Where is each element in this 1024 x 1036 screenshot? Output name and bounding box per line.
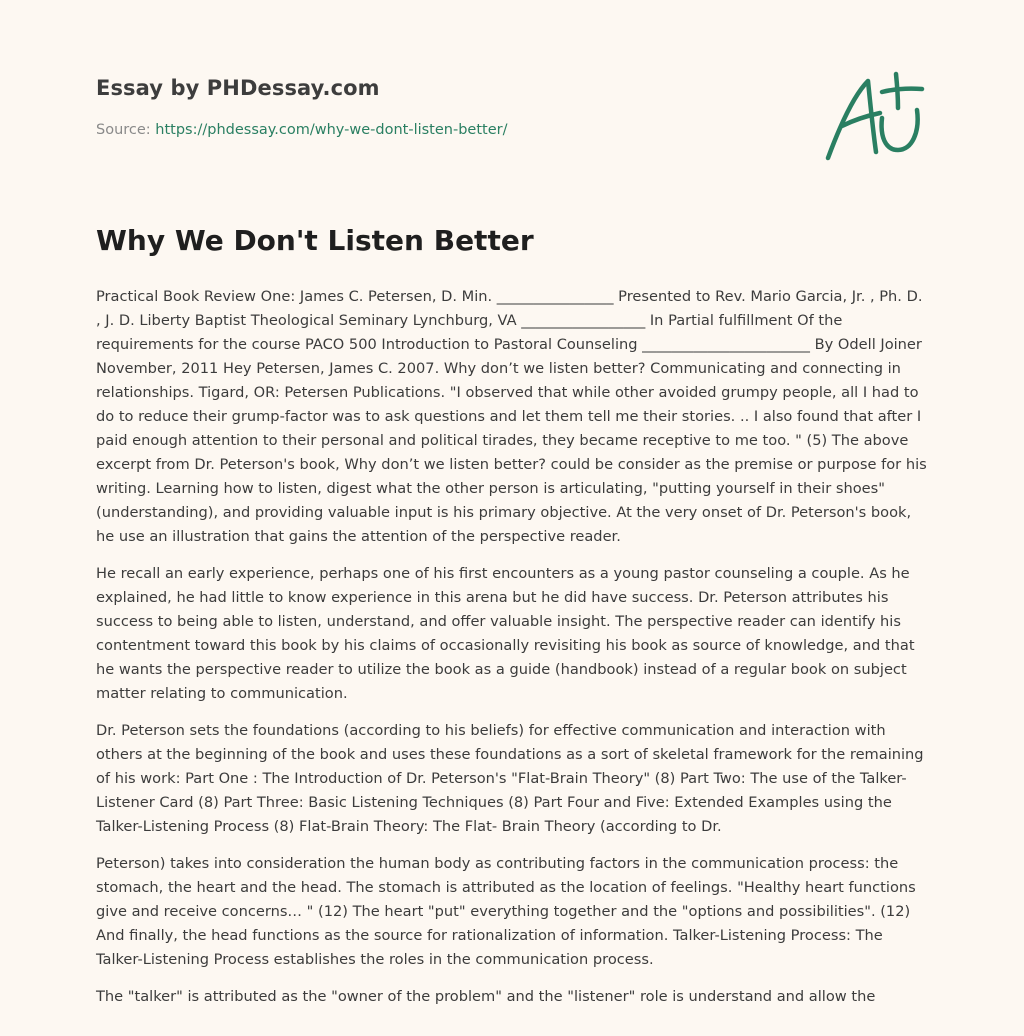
article-paragraph: Practical Book Review One: James C. Petersen, D. Min. ________________ Presented to Rev. Mario Garcia, Jr. , Ph. D. , J. D. Liberty Baptist Theological Seminary Lynchburg, VA _________________ In Partial fulfillment Of the requirements for the course PACO 500 Introduction to Pastoral Counseling _______________________ By Odell Joiner November, 2011 Hey Petersen, James C. 2007. Why don’t we listen better? Communicating and connecting in relationships. Tigard, OR: Petersen Publications. "I observed that while other avoided grumpy people, all I had to do to reduce their grump-factor was to ask questions and let them tell me their stories. .. I also found that after I paid enough attention to their personal and political tirades, they became receptive to me too. " (5) The above excerpt from Dr. Peterson's book, Why don’t we listen better? could be consider as the premise or purpose for his writing. Learning how to listen, digest what the other person is articulating, "putting yourself in their shoes" (understanding), and providing valuable input is his primary objective. At the very onset of Dr. Peterson's book, he use an illustration that gains the attention of the perspective reader. [96,288,927,545]
site-brand: Essay by PHDessay.com [96,76,380,100]
article-paragraph: The "talker" is attributed as the "owner of the problem" and the "listener" role is understand and allow the [96,988,876,1005]
a-plus-grade-icon [818,66,930,166]
source-line [96,122,796,138]
source-link[interactable]: https://phdessay.com/why-we-dont-listen-better/ [155,122,508,138]
site-header [96,76,796,138]
article-title: Why We Don't Listen Better [96,224,534,257]
source-label: Source: [96,122,151,138]
article-paragraph: He recall an early experience, perhaps one of his first encounters as a young pastor counseling a couple. As he explained, he had little to know experience in this arena but he did have success. Dr. Peterson attributes his success to being able to listen, understand, and offer valuable insight. The perspective reader can identify his contentment toward this book by his claims of occasionally revisiting his book as source of knowledge, and that he wants the perspective reader to utilize the book as a guide (handbook) instead of a regular book on subject matter relating to communication. [96,565,915,702]
article-paragraph: Peterson) takes into consideration the human body as contributing factors in the communication process: the stomach, the heart and the head. The stomach is attributed as the location of feelings. "Healthy heart functions give and receive concerns… " (12) The heart "put" everything together and the "options and possibilities". (12) And finally, the head functions as the source for rationalization of information. Talker-Listening Process: The Talker-Listening Process establishes the roles in the communication process. [96,855,916,968]
article-body [96,285,928,1022]
article-paragraph: Dr. Peterson sets the foundations (according to his beliefs) for effective communication and interaction with others at the beginning of the book and uses these foundations as a sort of skeletal framework for the remaining of his work: Part One : The Introduction of Dr. Peterson's "Flat-Brain Theory" (8) Part Two: The use of the Talker-Listener Card (8) Part Three: Basic Listening Techniques (8) Part Four and Five: Extended Examples using the Talker-Listening Process (8) Flat-Brain Theory: The Flat- Brain Theory (according to Dr. [96,722,924,835]
